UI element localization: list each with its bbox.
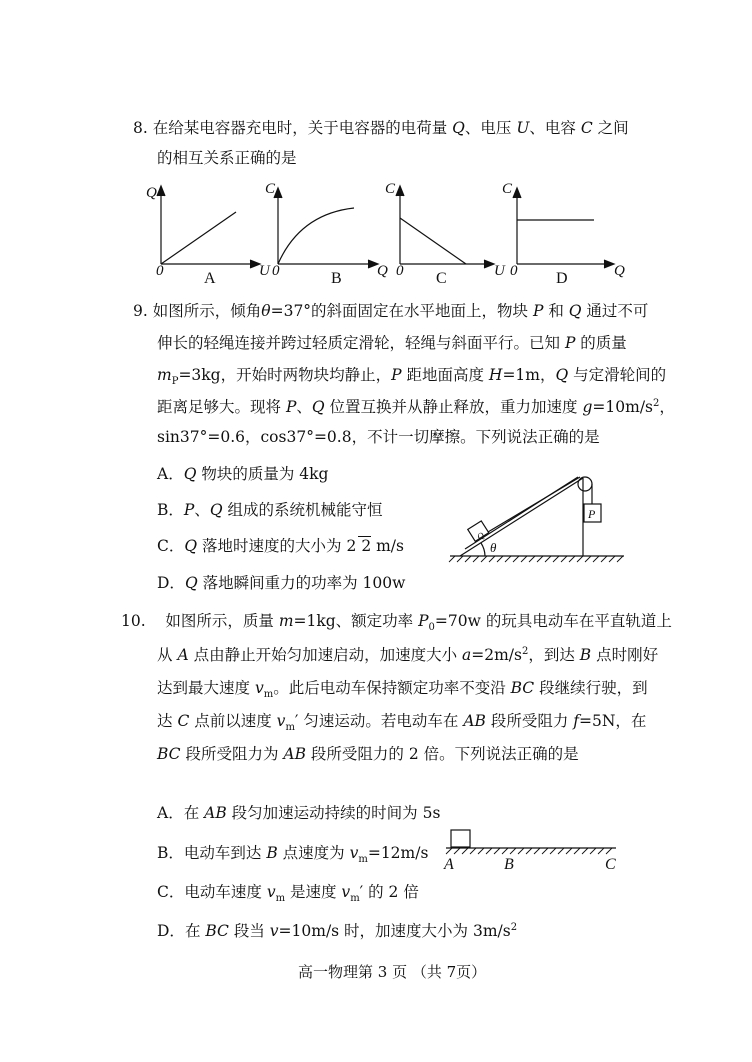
graph-d-origin: 0 [510, 263, 518, 279]
graph-b-yaxis: C [265, 181, 276, 197]
q10-line2: 从 A 点由静止开始匀加速启动，加速度大小 $a=2m/s^2$，到达 B 点时刚好 [157, 646, 659, 665]
graph-b-label: B [331, 270, 342, 287]
q10-line1: 10. 如图所示，质量 m=1kg、额定功率 $P_0=70w$ 的玩具电动车在平直轨道上 [121, 612, 672, 634]
q10-line3: 达到最大速度 $v_m$。此后电动车保持额定功率不变沿 BC 段继续行驶，到 [157, 679, 648, 701]
graph-a-yaxis: Q [146, 185, 157, 201]
q9-option-d: D．Q 落地瞬间重力的功率为 100w [157, 574, 406, 592]
q9-option-c: C．Q 落地时速度的大小为 2 2 m/s [157, 537, 404, 555]
graph-c-origin: 0 [396, 263, 404, 279]
q10-option-b: B．电动车到达 B 点速度为 $v_m=12m/s$ [157, 844, 429, 866]
q10-line5: BC 段所受阻力为 AB 段所受阻力的 2 倍。下列说法正确的是 [157, 745, 579, 763]
page-footer: 高一物理第 3 页 （共 7页） [298, 963, 487, 981]
q8-line2: 的相互关系正确的是 [157, 149, 297, 167]
q9-line1: 9. 如图所示，倾角θ=37°的斜面固定在水平地面上，物块 P 和 Q 通过不可 [133, 302, 649, 320]
q10-number: 10. [121, 612, 146, 630]
q9-angle-label: θ [490, 540, 497, 555]
graph-d-yaxis: C [502, 181, 513, 197]
graph-a-origin: 0 [156, 263, 164, 279]
q9-option-b: B．P、Q 组成的系统机械能守恒 [157, 501, 383, 519]
q10-point-c: C [605, 856, 616, 873]
q10-option-a: A．在 AB 段匀加速运动持续的时间为 5s [157, 804, 441, 822]
q10-point-a: A [444, 856, 454, 873]
q9-block-q-label: Q [475, 529, 486, 542]
q9-block-p-label: P [588, 507, 596, 521]
graph-b-origin: 0 [272, 263, 280, 279]
graph-c-label: C [436, 270, 447, 287]
graph-c-xaxis: U [494, 263, 505, 279]
q9-line5: sin37°=0.6，cos37°=0.8，不计一切摩擦。下列说法正确的是 [157, 428, 600, 446]
q9-number: 9. [133, 302, 148, 320]
q10-line4: 达 C 点前以速度 $v_m'$ 匀速运动。若电动车在 AB 段所受阻力 f=5N，在 [157, 712, 647, 734]
graph-d-label: D [556, 270, 568, 287]
graph-a-xaxis: U [259, 263, 270, 279]
graph-b-xaxis: Q [377, 263, 388, 279]
q9-option-a: A．Q 物块的质量为 4kg [157, 465, 329, 483]
q10-option-c: C．电动车速度 $v_m$ 是速度 $v_m'$ 的 2 倍 [157, 883, 419, 905]
q8-line1: 8. 在给某电容器充电时，关于电容器的电荷量 Q、电压 U、电容 C 之间 [133, 119, 629, 137]
q9-line3: $m_P=3kg$，开始时两物块均静止，P 距地面高度 H=1m，Q 与定滑轮间的 [157, 366, 667, 388]
graph-a-label: A [204, 270, 216, 287]
q10-point-b: B [504, 856, 514, 873]
q10-option-d: D．在 BC 段当 v=10m/s 时，加速度大小为 $3m/s^2$ [157, 922, 518, 941]
graph-d-xaxis: Q [614, 263, 625, 279]
q8-number: 8. [133, 119, 148, 137]
q9-line4: 距离足够大。现将 P、Q 位置互换并从静止释放，重力加速度 $g=10m/s^2$， [157, 398, 675, 417]
graph-c-yaxis: C [385, 181, 396, 197]
q9-line2: 伸长的轻绳连接并跨过轻质定滑轮，轻绳与斜面平行。已知 P 的质量 [157, 334, 627, 352]
